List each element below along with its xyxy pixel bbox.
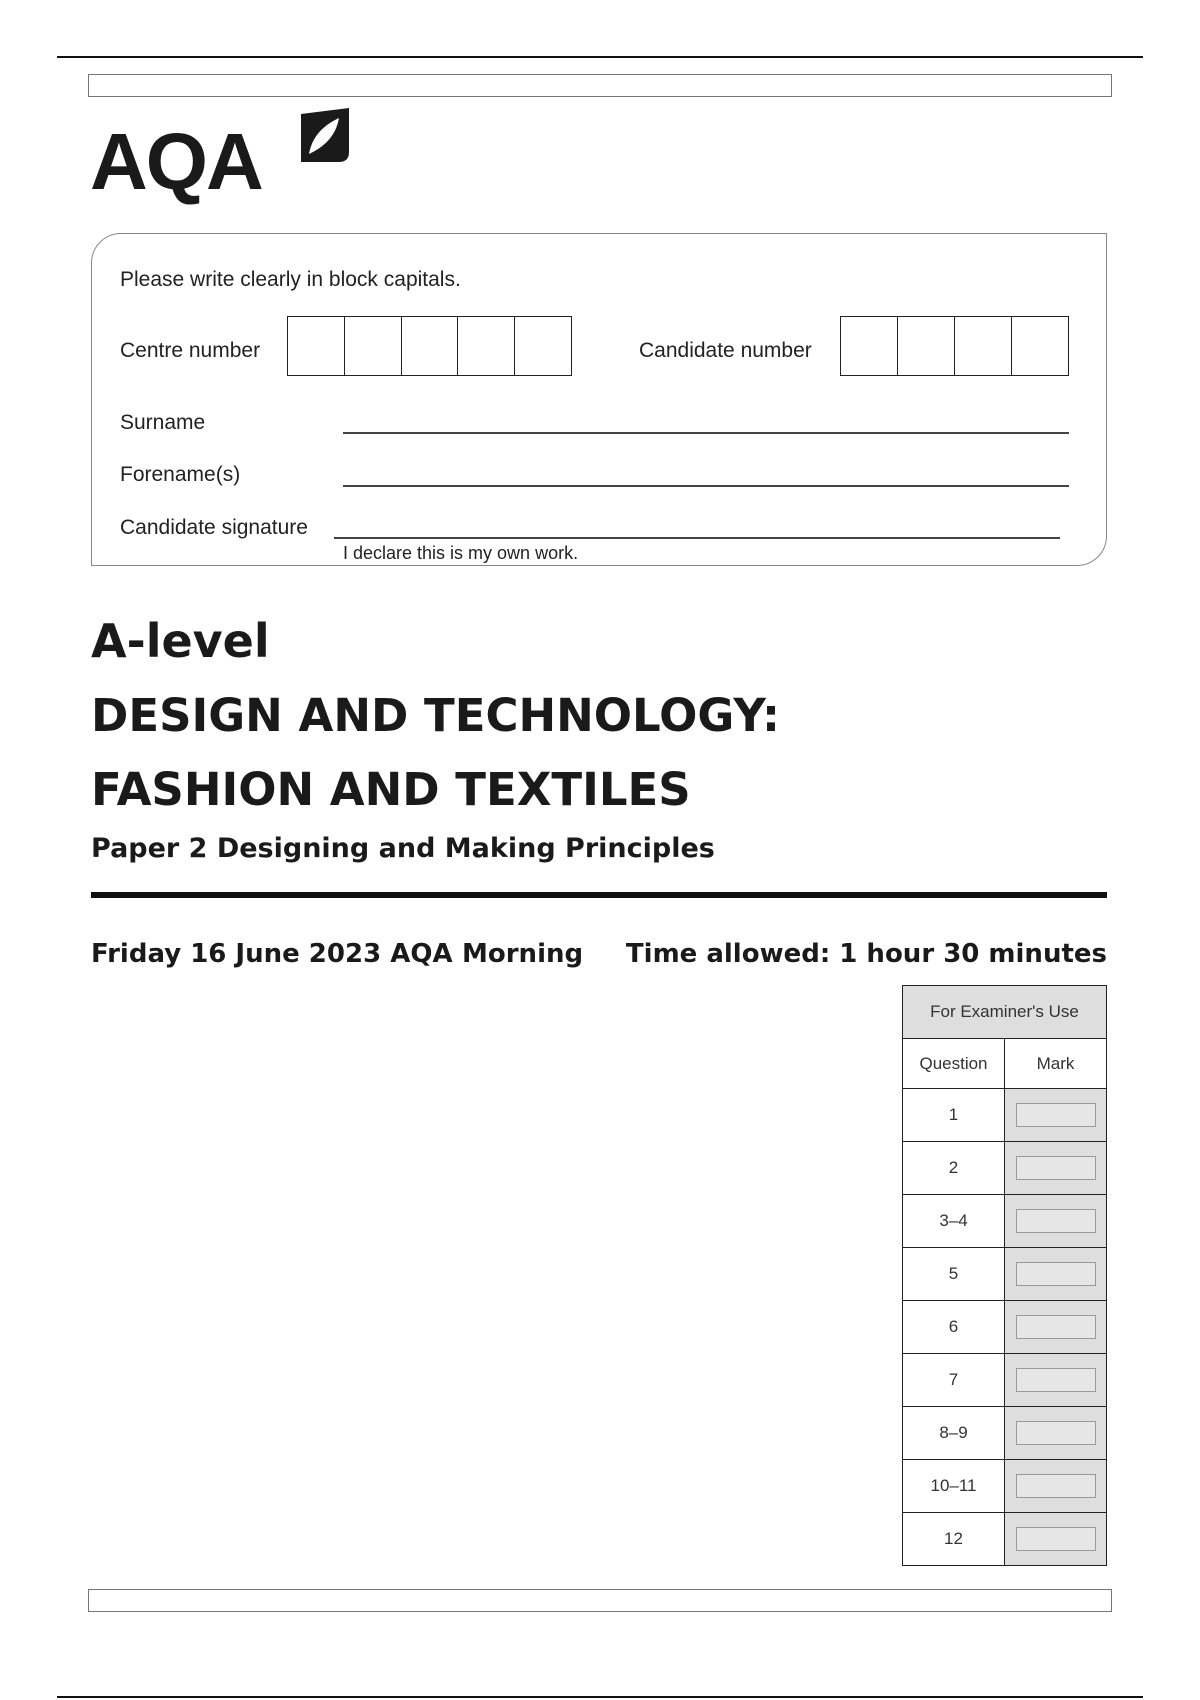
mark-input[interactable]	[1016, 1474, 1096, 1498]
mark-column-header: Mark	[1005, 1039, 1107, 1089]
mark-cell	[1005, 1195, 1107, 1248]
examiner-use-table	[902, 985, 1107, 1566]
mark-input[interactable]	[1016, 1315, 1096, 1339]
question-number: 8–9	[903, 1407, 1005, 1460]
bottom-rule	[57, 1696, 1143, 1698]
centre-number-boxes[interactable]	[287, 316, 572, 376]
candidate-number-label: Candidate number	[639, 339, 812, 362]
barcode-strip-top	[88, 74, 1112, 97]
subject-title-line1: DESIGN AND TECHNOLOGY:	[91, 689, 780, 742]
candidate-digit-box[interactable]	[841, 317, 898, 375]
mark-input[interactable]	[1016, 1368, 1096, 1392]
candidate-number-boxes[interactable]	[840, 316, 1069, 376]
centre-digit-box[interactable]	[402, 317, 459, 375]
block-capitals-instruction: Please write clearly in block capitals.	[120, 268, 461, 291]
mark-cell	[1005, 1354, 1107, 1407]
mark-input[interactable]	[1016, 1103, 1096, 1127]
qualification-level: A-level	[91, 614, 270, 668]
time-allowed: Time allowed: 1 hour 30 minutes	[625, 939, 1107, 969]
candidate-digit-box[interactable]	[955, 317, 1012, 375]
paper-title: Paper 2 Designing and Making Principles	[91, 833, 715, 864]
candidate-digit-box[interactable]	[1012, 317, 1068, 375]
signature-line[interactable]	[334, 537, 1060, 539]
centre-digit-box[interactable]	[288, 317, 345, 375]
question-column-header: Question	[903, 1039, 1005, 1089]
top-rule	[57, 56, 1143, 58]
question-number: 7	[903, 1354, 1005, 1407]
leaf-icon	[295, 108, 355, 170]
mark-cell	[1005, 1460, 1107, 1513]
exam-date: Friday 16 June 2023 AQA	[91, 939, 453, 969]
question-number: 1	[903, 1089, 1005, 1142]
declaration-text: I declare this is my own work.	[343, 543, 579, 563]
candidate-digit-box[interactable]	[898, 317, 955, 375]
centre-digit-box[interactable]	[345, 317, 402, 375]
centre-number-label: Centre number	[120, 339, 261, 362]
question-number: 12	[903, 1513, 1005, 1566]
mark-cell	[1005, 1407, 1107, 1460]
logo-text: AQA	[90, 117, 262, 206]
examiner-use-title: For Examiner's Use	[903, 986, 1107, 1039]
mark-cell	[1005, 1248, 1107, 1301]
subject-title-line2: FASHION AND TEXTILES	[91, 763, 691, 816]
centre-digit-box[interactable]	[515, 317, 571, 375]
question-number: 2	[903, 1142, 1005, 1195]
centre-digit-box[interactable]	[458, 317, 515, 375]
mark-cell	[1005, 1089, 1107, 1142]
question-number: 3–4	[903, 1195, 1005, 1248]
signature-label: Candidate signature	[120, 516, 308, 539]
aqa-logo	[90, 108, 360, 208]
barcode-strip-bottom	[88, 1589, 1112, 1612]
forename-line[interactable]	[343, 485, 1069, 487]
question-number: 5	[903, 1248, 1005, 1301]
exam-session: Morning	[462, 939, 584, 969]
mark-input[interactable]	[1016, 1262, 1096, 1286]
mark-cell	[1005, 1513, 1107, 1566]
question-number: 10–11	[903, 1460, 1005, 1513]
mark-input[interactable]	[1016, 1421, 1096, 1445]
title-rule	[91, 892, 1107, 898]
mark-cell	[1005, 1301, 1107, 1354]
mark-input[interactable]	[1016, 1156, 1096, 1180]
question-number: 6	[903, 1301, 1005, 1354]
surname-line[interactable]	[343, 432, 1069, 434]
mark-input[interactable]	[1016, 1209, 1096, 1233]
surname-label: Surname	[120, 411, 206, 434]
mark-cell	[1005, 1142, 1107, 1195]
mark-input[interactable]	[1016, 1527, 1096, 1551]
forename-label: Forename(s)	[120, 463, 241, 486]
